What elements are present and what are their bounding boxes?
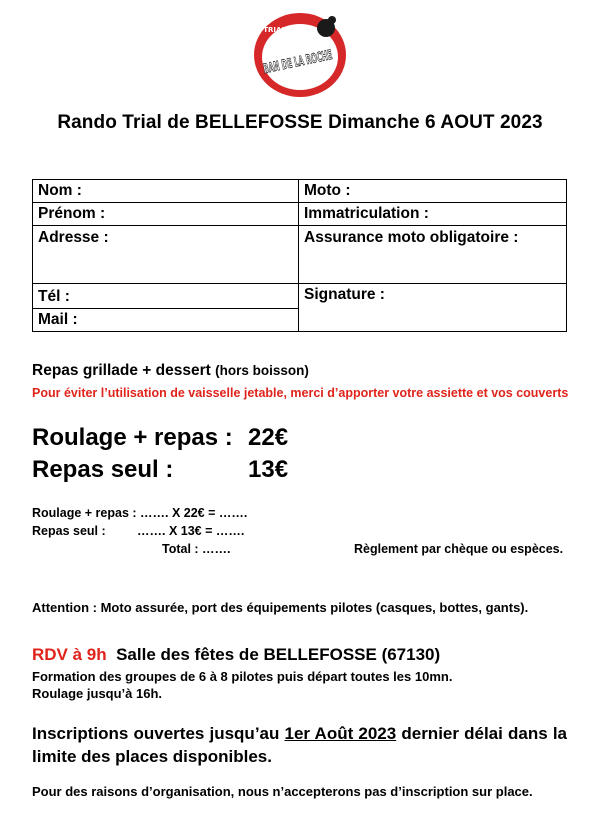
repas-note: (hors boisson) (215, 363, 309, 378)
field-assurance-label: Assurance moto obligatoire : (304, 229, 519, 246)
calc-roulage: Roulage + repas : ……. X 22€ = ……. (32, 506, 248, 520)
field-tel-label: Tél : (38, 288, 70, 305)
rdv-time: RDV à 9h (32, 645, 107, 664)
calc-repas-value: ……. X 13€ = ……. (137, 524, 245, 538)
field-moto-label: Moto : (304, 182, 351, 199)
rdv-formation: Formation des groupes de 6 à 8 pilotes puis départ toutes les 10mn. (32, 669, 453, 684)
price-roulage-amount: 22€ (248, 424, 289, 451)
field-moto[interactable] (299, 180, 567, 203)
field-adresse[interactable] (33, 226, 299, 284)
rdv-heading (32, 645, 440, 665)
rider-head-icon (328, 16, 336, 24)
rdv-roulage: Roulage jusqu’à 16h. (32, 686, 163, 701)
rdv-place: Salle des fêtes de BELLEFOSSE (67130) (116, 645, 441, 664)
field-prenom[interactable] (33, 203, 299, 226)
page-title: Rando Trial de BELLEFOSSE Dimanche 6 AOUT 2023 (57, 112, 543, 133)
attention-note: Attention : Moto assurée, port des équipements pilotes (casques, bottes, gants). (32, 600, 529, 615)
price-repas-seul (32, 456, 289, 484)
reglement-note: Règlement par chèque ou espèces. (354, 542, 564, 556)
field-tel[interactable] (33, 284, 299, 309)
price-repas-label: Repas seul : (32, 456, 174, 483)
price-roulage-label: Roulage + repas : (32, 424, 233, 451)
registration-form (32, 179, 567, 332)
inscriptions-before: Inscriptions ouvertes jusqu’au (32, 724, 285, 743)
price-repas-amount: 13€ (248, 456, 289, 483)
repas-label: Repas grillade + dessert (32, 362, 211, 379)
field-signature[interactable] (299, 284, 567, 332)
field-mail-label: Mail : (38, 311, 78, 328)
calc-repas-label: Repas seul : (32, 524, 106, 538)
field-assurance[interactable] (299, 226, 567, 284)
inscriptions-paragraph (32, 722, 567, 768)
inscriptions-date: 1er Août 2023 (284, 724, 397, 743)
club-logo-graphic (248, 8, 396, 100)
field-immatriculation[interactable] (299, 203, 567, 226)
club-logo (248, 8, 396, 100)
field-nom-label: Nom : (38, 182, 82, 199)
field-signature-label: Signature : (304, 286, 385, 303)
logo-main-text-label: BAN DE LA ROCHE (262, 34, 396, 78)
inscriptions-after: dernier délai dans la limite des places disponibles. (32, 724, 567, 766)
field-mail[interactable] (33, 309, 299, 332)
price-roulage-repas (32, 424, 289, 452)
field-immatriculation-label: Immatriculation : (304, 205, 429, 222)
calc-total: Total : ……. (162, 542, 231, 556)
vaisselle-warning: Pour éviter l’utilisation de vaisselle jetable, merci d’apporter votre assiette et vos couverts (32, 386, 569, 400)
field-prenom-label: Prénom : (38, 205, 106, 222)
logo-top-text: TRIAL CLUB (263, 26, 309, 34)
field-adresse-label: Adresse : (38, 229, 109, 246)
field-nom[interactable] (33, 180, 299, 203)
repas-heading (32, 362, 309, 380)
footer-note: Pour des raisons d’organisation, nous n’accepterons pas d’inscription sur place. (32, 784, 533, 799)
